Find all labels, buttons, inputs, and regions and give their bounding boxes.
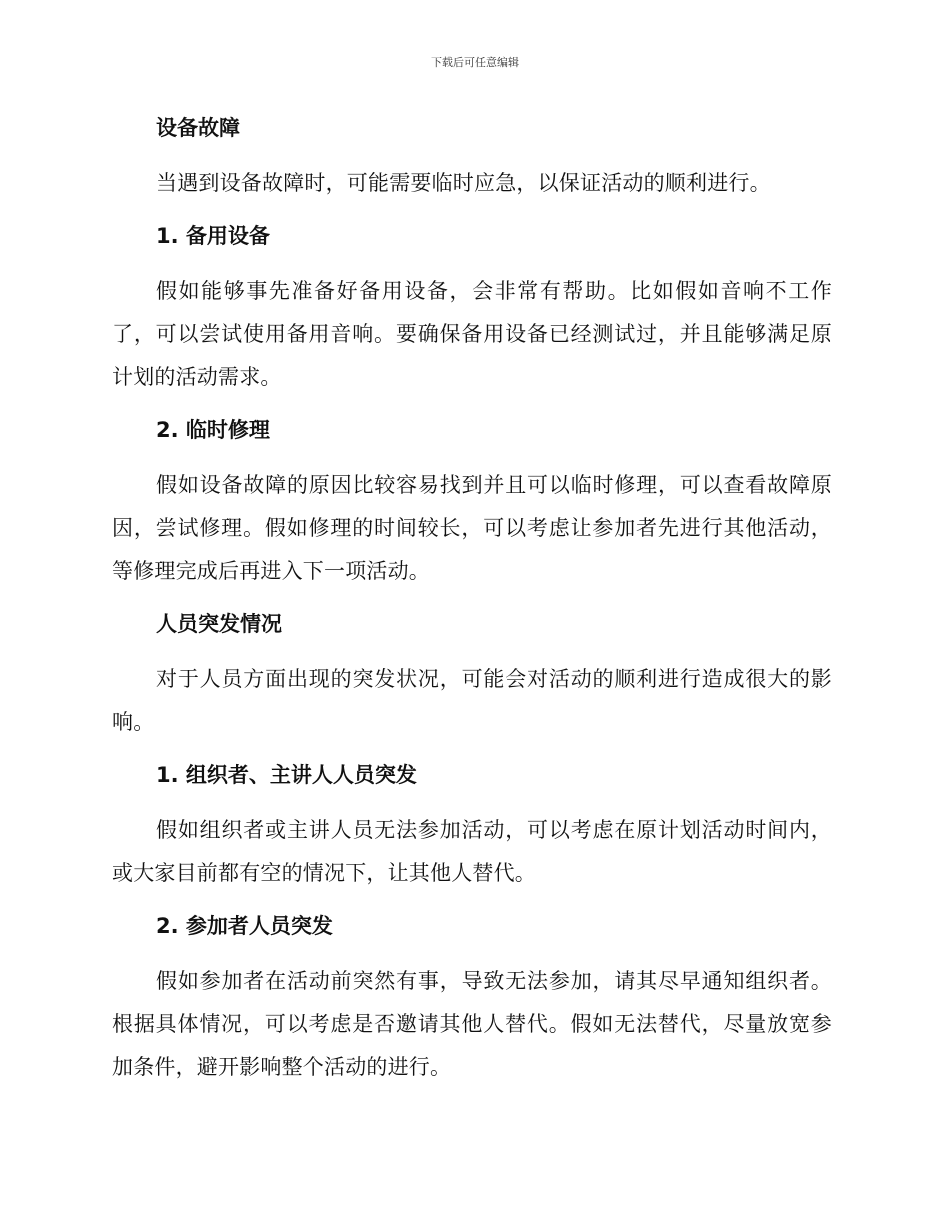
paragraph: 对于人员方面出现的突发状况，可能会对活动的顺利进行造成很大的影响。 [112, 667, 832, 734]
subsection-heading-organizer-speaker: 1. 组织者、主讲人人员突发 [156, 763, 417, 787]
paragraph: 假如参加者在活动前突然有事，导致无法参加，请其尽早通知组织者。根据具体情况，可以考虑是否邀请其他人替代。假如无法替代，尽量放宽参加条件，避开影响整个活动的进行。 [112, 969, 832, 1079]
paragraph: 假如能够事先准备好备用设备，会非常有帮助。比如假如音响不工作了，可以尝试使用备用音响。要确保备用设备已经测试过，并且能够满足原计划的活动需求。 [112, 279, 832, 389]
subsection-heading-backup-equipment: 1. 备用设备 [156, 224, 270, 248]
section-heading-equipment-failure: 设备故障 [156, 116, 240, 140]
subsection-heading-temporary-repair: 2. 临时修理 [156, 418, 270, 442]
paragraph: 假如组织者或主讲人员无法参加活动，可以考虑在原计划活动时间内，或大家目前都有空的情况下，让其他人替代。 [112, 818, 832, 885]
document-body [112, 108, 832, 1100]
section-heading-personnel-emergency: 人员突发情况 [156, 612, 282, 636]
paragraph: 假如设备故障的原因比较容易找到并且可以临时修理，可以查看故障原因，尝试修理。假如修理的时间较长，可以考虑让参加者先进行其他活动，等修理完成后再进入下一项活动。 [112, 473, 832, 583]
subsection-heading-participant: 2. 参加者人员突发 [156, 914, 333, 938]
paragraph: 当遇到设备故障时，可能需要临时应急，以保证活动的顺利进行。 [156, 171, 771, 195]
page-header: 下载后可任意编辑 [431, 56, 519, 69]
